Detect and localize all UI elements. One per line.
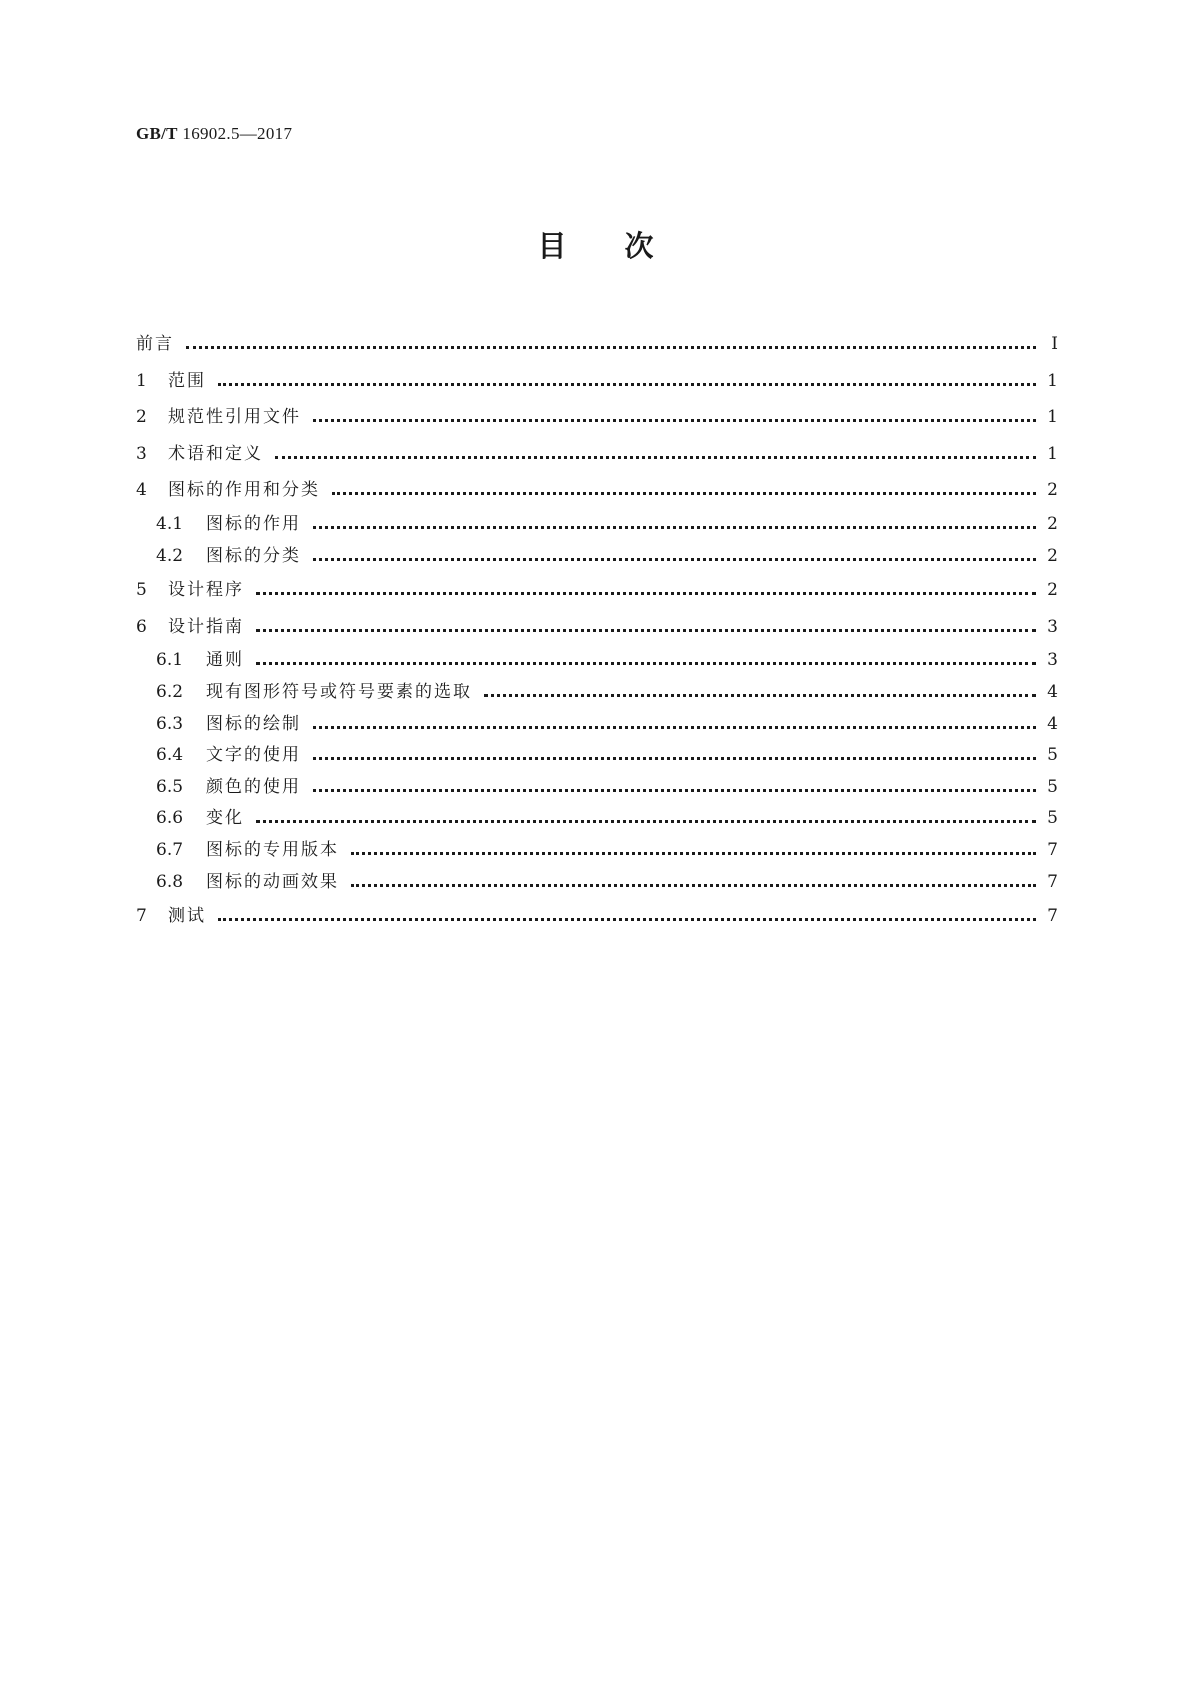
- toc-leader-dots: [313, 541, 1036, 561]
- toc-entry-number: 7: [136, 906, 147, 927]
- toc-entry-number: 3: [136, 443, 147, 464]
- toc-entry-page: 2: [1047, 480, 1058, 501]
- toc-entry-6-3[interactable]: [136, 709, 1058, 741]
- toc-entry-7[interactable]: [136, 898, 1058, 935]
- toc-entry-text: 术语和定义: [168, 443, 263, 464]
- toc-leader-dots: [256, 575, 1036, 595]
- toc-entry-text: 图标的作用和分类: [168, 480, 320, 501]
- toc-entry-text: 前言: [136, 334, 174, 354]
- toc-entry-6-1[interactable]: [136, 645, 1058, 677]
- toc-leader-dots: [256, 803, 1036, 823]
- toc-entry-6[interactable]: [136, 609, 1058, 646]
- toc-entry-number: 6.7: [156, 839, 184, 860]
- standard-code-prefix: GB/T: [136, 124, 178, 143]
- toc-title: 目次: [537, 229, 712, 263]
- toc-leader-dots: [313, 772, 1036, 792]
- toc-entry-number: 5: [136, 580, 147, 601]
- toc-entry-page: 2: [1047, 513, 1058, 534]
- toc-entry-5[interactable]: [136, 572, 1058, 609]
- toc-entry-text: 图标的绘制: [206, 713, 301, 734]
- toc-entry-number: 6.5: [156, 776, 184, 797]
- toc-entry-text: 颜色的使用: [206, 776, 301, 797]
- toc-entry-number: 6: [136, 616, 147, 637]
- toc-entry-text: 文字的使用: [206, 745, 301, 766]
- toc-leader-dots: [313, 740, 1036, 760]
- toc-leader-dots: [332, 475, 1036, 495]
- toc-entry-page: 1: [1047, 443, 1058, 464]
- toc-leader-dots: [218, 366, 1036, 386]
- toc-entry-number: 6.3: [156, 713, 184, 734]
- toc-entry-text: 图标的专用版本: [206, 839, 339, 860]
- toc-entry-number: 4: [136, 480, 147, 501]
- toc-leader-dots: [313, 509, 1036, 529]
- toc-entry-text: 范围: [168, 370, 206, 391]
- toc-entry-4-1[interactable]: [136, 509, 1058, 541]
- toc-entry-page: Ⅰ: [1051, 334, 1058, 354]
- toc-entry-text: 通则: [206, 650, 244, 671]
- toc-entry-page: 5: [1047, 808, 1058, 829]
- toc-entry-page: 5: [1047, 776, 1058, 797]
- toc-entry-2[interactable]: [136, 399, 1058, 436]
- toc-entry-text: 规范性引用文件: [168, 407, 301, 428]
- toc-entry-1[interactable]: [136, 363, 1058, 400]
- toc-leader-dots: [313, 709, 1036, 729]
- toc-entry-text: 图标的分类: [206, 545, 301, 566]
- toc-entry-page: 1: [1047, 407, 1058, 428]
- standard-code: [136, 124, 292, 144]
- toc-leader-dots: [218, 901, 1036, 921]
- toc-leader-dots: [484, 677, 1036, 697]
- toc-entry-number: 1: [136, 370, 147, 391]
- toc-leader-dots: [351, 867, 1036, 887]
- toc-entry-6-7[interactable]: [136, 835, 1058, 867]
- toc-leader-dots: [256, 612, 1036, 632]
- toc-entry-preface[interactable]: [136, 326, 1058, 363]
- toc-entry-page: 4: [1047, 681, 1058, 702]
- toc-entry-6-5[interactable]: [136, 772, 1058, 804]
- toc-entry-6-8[interactable]: [136, 867, 1058, 899]
- toc-leader-dots: [256, 645, 1036, 665]
- toc-entry-number: 6.1: [156, 650, 184, 671]
- toc-entry-number: 4.2: [156, 545, 184, 566]
- toc-entry-6-4[interactable]: [136, 740, 1058, 772]
- toc-entry-page: 7: [1047, 906, 1058, 927]
- toc-list: [136, 326, 1058, 935]
- toc-leader-dots: [351, 835, 1036, 855]
- toc-entry-6-2[interactable]: [136, 677, 1058, 709]
- toc-entry-page: 3: [1047, 616, 1058, 637]
- toc-entry-text: 图标的动画效果: [206, 871, 339, 892]
- toc-leader-dots: [313, 402, 1036, 422]
- toc-entry-text: 图标的作用: [206, 513, 301, 534]
- toc-entry-page: 4: [1047, 713, 1058, 734]
- toc-entry-page: 2: [1047, 580, 1058, 601]
- standard-code-number: 16902.5—2017: [182, 124, 293, 143]
- toc-entry-text: 测试: [168, 906, 206, 927]
- toc-entry-page: 7: [1047, 839, 1058, 860]
- toc-entry-6-6[interactable]: [136, 803, 1058, 835]
- toc-entry-4-2[interactable]: [136, 541, 1058, 573]
- toc-entry-number: 6.2: [156, 681, 184, 702]
- toc-entry-4[interactable]: [136, 472, 1058, 509]
- toc-entry-number: 2: [136, 407, 147, 428]
- toc-entry-page: 2: [1047, 545, 1058, 566]
- toc-entry-text: 设计指南: [168, 616, 244, 637]
- toc-entry-number: 6.6: [156, 808, 184, 829]
- toc-entry-number: 4.1: [156, 513, 184, 534]
- toc-entry-3[interactable]: [136, 436, 1058, 473]
- toc-entry-text: 设计程序: [168, 580, 244, 601]
- toc-entry-page: 7: [1047, 871, 1058, 892]
- toc-entry-number: 6.4: [156, 745, 184, 766]
- toc-entry-number: 6.8: [156, 871, 184, 892]
- toc-leader-dots: [186, 329, 1036, 349]
- toc-leader-dots: [275, 439, 1036, 459]
- toc-entry-page: 3: [1047, 650, 1058, 671]
- toc-entry-page: 1: [1047, 370, 1058, 391]
- toc-entry-text: 变化: [206, 808, 244, 829]
- toc-entry-text: 现有图形符号或符号要素的选取: [206, 681, 472, 702]
- toc-entry-page: 5: [1047, 745, 1058, 766]
